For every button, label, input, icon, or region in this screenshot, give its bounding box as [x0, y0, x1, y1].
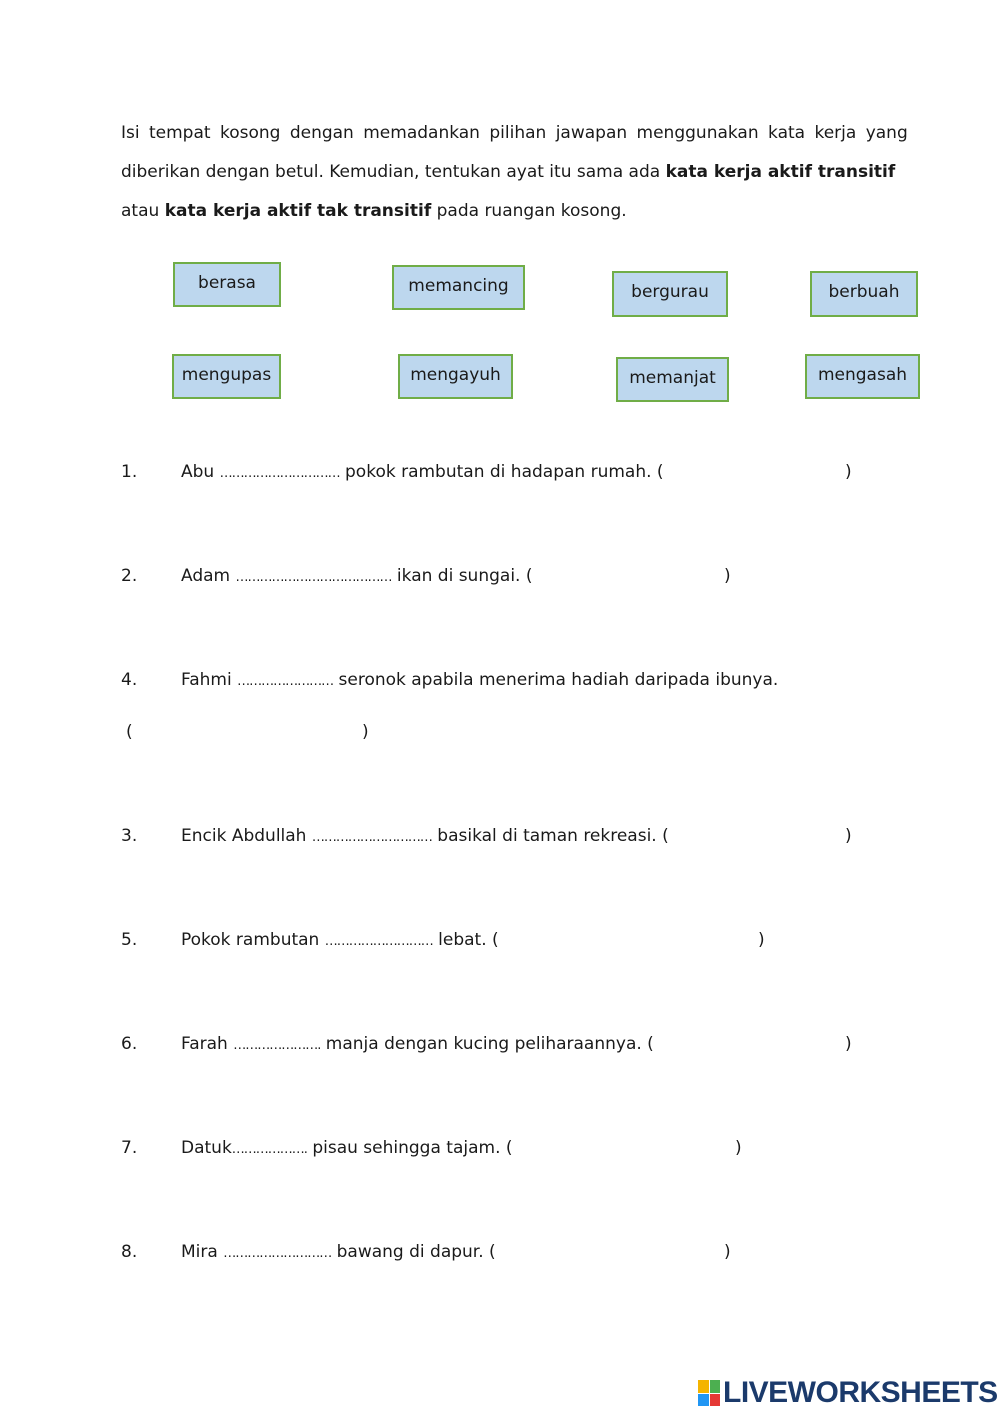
question-text: seronok apabila menerima hadiah daripada ibunya. — [333, 670, 779, 690]
word-option-label: bergurau — [631, 282, 709, 302]
instruction-bold-term: kata kerja aktif tak transitif — [164, 201, 432, 221]
word-option[interactable] — [810, 271, 918, 317]
question-number: 7. — [121, 1138, 138, 1158]
question-text: Encik Abdullah — [181, 826, 312, 846]
word-option[interactable] — [616, 357, 729, 402]
question-text: pokok rambutan di hadapan rumah. ( — [339, 462, 664, 482]
word-option-label: berasa — [198, 272, 256, 293]
instruction-text: Isi tempat kosong dengan memadankan pilihan jawapan menggunakan kata kerja yang — [121, 123, 908, 143]
question-text: lebat. ( — [432, 930, 499, 950]
word-option-label: berbuah — [828, 282, 900, 302]
question-text: Abu — [181, 462, 220, 482]
question-number: 3. — [121, 826, 138, 846]
instruction-bold-term: kata kerja aktif transitif — [665, 162, 896, 182]
question-number: 8. — [121, 1242, 138, 1262]
answer-blank[interactable]: ………………………………… — [235, 570, 392, 585]
question-text: Fahmi — [181, 670, 238, 690]
question-number: 2. — [121, 566, 138, 586]
instruction-text: pada ruangan kosong. — [431, 201, 627, 221]
answer-blank[interactable]: …………………. — [233, 1038, 321, 1053]
close-paren: ) — [724, 1242, 731, 1262]
question-number: 5. — [121, 930, 138, 950]
instruction-line-2 — [121, 162, 896, 182]
word-option-label: memanjat — [629, 367, 716, 388]
word-option[interactable] — [172, 354, 281, 399]
answer-blank[interactable]: ………………. — [231, 1142, 307, 1157]
close-paren: ) — [845, 826, 852, 846]
answer-blank[interactable]: ………………………… — [219, 466, 340, 481]
open-paren: ( — [126, 722, 133, 742]
word-option-label: mengasah — [817, 364, 908, 385]
answer-blank[interactable]: ………………………… — [311, 830, 432, 845]
close-paren: ) — [735, 1138, 742, 1158]
instruction-line-3 — [121, 201, 881, 221]
question-text: pisau sehingga tajam. ( — [306, 1138, 513, 1158]
word-option[interactable] — [612, 271, 728, 317]
question-text: basikal di taman rekreasi. ( — [431, 826, 669, 846]
question-number: 4. — [121, 670, 138, 690]
liveworksheets-logo — [698, 1376, 998, 1410]
question-text: ikan di sungai. ( — [391, 566, 533, 586]
instruction-text: diberikan dengan betul. Kemudian, tentukan ayat itu sama ada — [121, 162, 666, 182]
question-number: 1. — [121, 462, 138, 482]
close-paren: ) — [845, 1034, 852, 1054]
question-text: manja dengan kucing peliharaannya. ( — [320, 1034, 654, 1054]
close-paren: ) — [758, 930, 765, 950]
question-number: 6. — [121, 1034, 138, 1054]
word-option[interactable] — [392, 265, 525, 310]
answer-blank[interactable]: ……………………… — [223, 1246, 332, 1261]
close-paren: ) — [724, 566, 731, 586]
question-text: Adam — [181, 566, 236, 586]
question-text: bawang di dapur. ( — [331, 1242, 496, 1262]
answer-blank[interactable]: …………………… — [237, 674, 334, 689]
close-paren: ) — [362, 722, 369, 742]
answer-blank[interactable]: ……………………… — [324, 934, 433, 949]
close-paren: ) — [845, 462, 852, 482]
logo-mark-icon — [698, 1380, 720, 1406]
word-option-label: mengayuh — [410, 364, 501, 385]
question-text: Farah — [181, 1034, 234, 1054]
word-option[interactable] — [398, 354, 513, 399]
word-option[interactable] — [805, 354, 920, 399]
logo-text: LIVEWORKSHEETS — [723, 1376, 998, 1409]
instruction-line-1 — [121, 123, 908, 143]
instruction-text: atau — [121, 201, 165, 221]
word-option-label: mengupas — [181, 364, 272, 385]
question-text: Pokok rambutan — [181, 930, 325, 950]
word-option-label: memancing — [408, 275, 509, 296]
question-text: Datuk — [181, 1138, 232, 1158]
question-text: Mira — [181, 1242, 224, 1262]
word-option[interactable] — [173, 262, 281, 307]
